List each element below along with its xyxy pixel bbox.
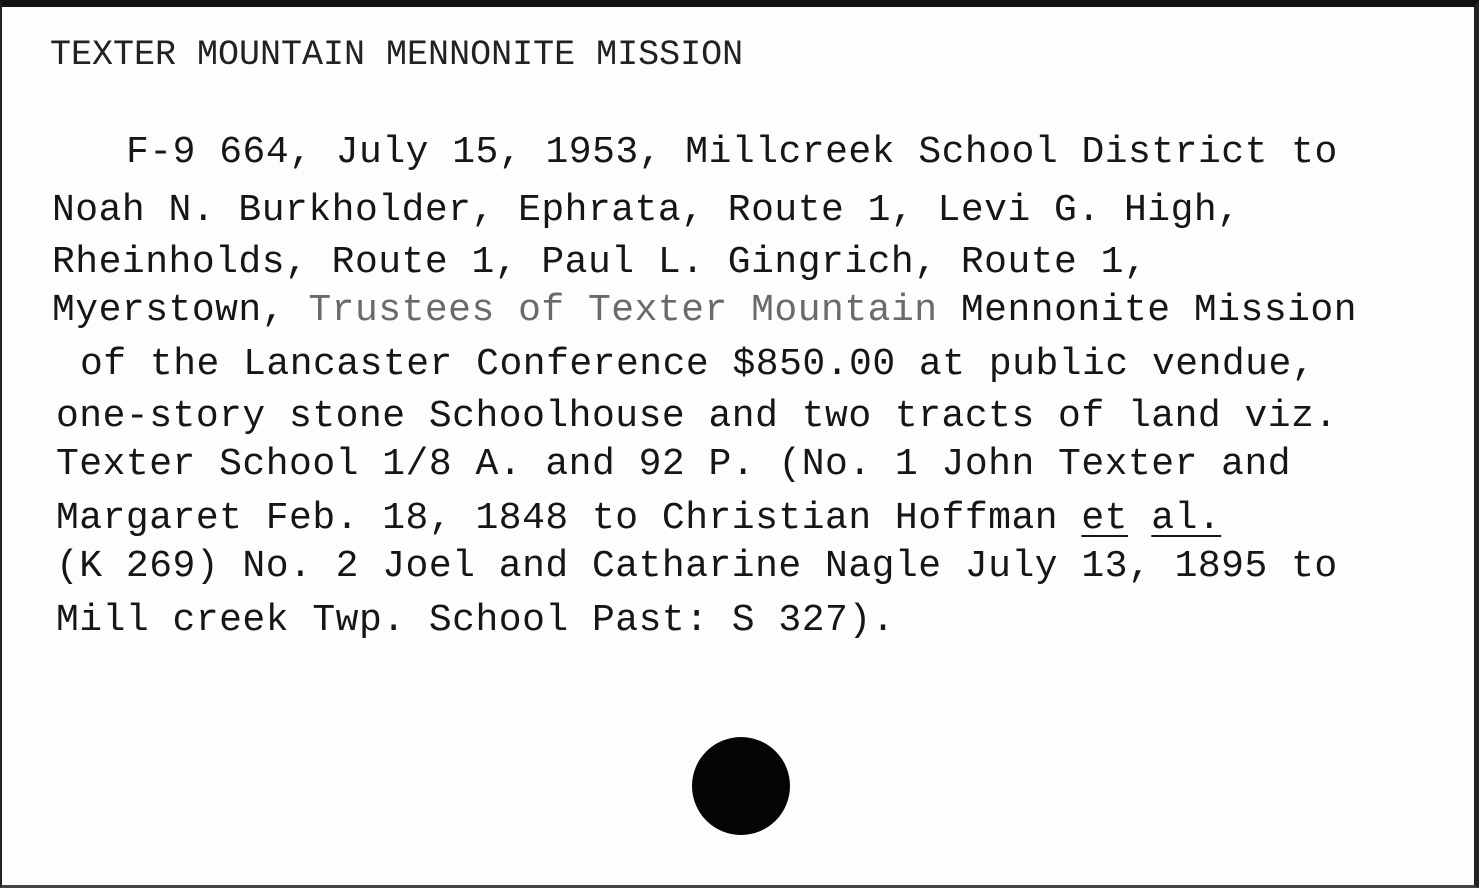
underlined-al: al.	[1151, 497, 1222, 540]
text-line-3: Rheinholds, Route 1, Paul L. Gingrich, Route 1,	[52, 241, 1148, 284]
card-title: TEXTER MOUNTAIN MENNONITE MISSION	[50, 35, 744, 75]
text-line-1: F-9 664, July 15, 1953, Millcreek School District to	[126, 131, 1338, 174]
text-line-10: Mill creek Twp. School Past: S 327).	[56, 599, 895, 642]
text-line-4	[52, 289, 1357, 332]
text-line-7: Texter School 1/8 A. and 92 P. (No. 1 John Texter and	[56, 443, 1292, 486]
underlined-et: et	[1081, 497, 1128, 540]
text-line-5: of the Lancaster Conference $850.00 at public vendue,	[80, 343, 1316, 386]
text-line-8	[56, 497, 1221, 540]
text-line-2: Noah N. Burkholder, Ephrata, Route 1, Levi G. High,	[52, 189, 1241, 232]
text-line-4-faded: Trustees of Texter Mountain	[308, 289, 938, 332]
text-line-4-start: Myerstown,	[52, 289, 286, 332]
text-line-6: one-story stone Schoolhouse and two tracts of land viz.	[56, 395, 1338, 438]
text-line-8-start: Margaret Feb. 18, 1848 to Christian Hoffman	[56, 497, 1059, 540]
text-line-9: (K 269) No. 2 Joel and Catharine Nagle July 13, 1895 to	[56, 545, 1338, 588]
text-line-4-end: Mennonite Mission	[960, 289, 1358, 332]
punch-hole	[692, 737, 790, 835]
